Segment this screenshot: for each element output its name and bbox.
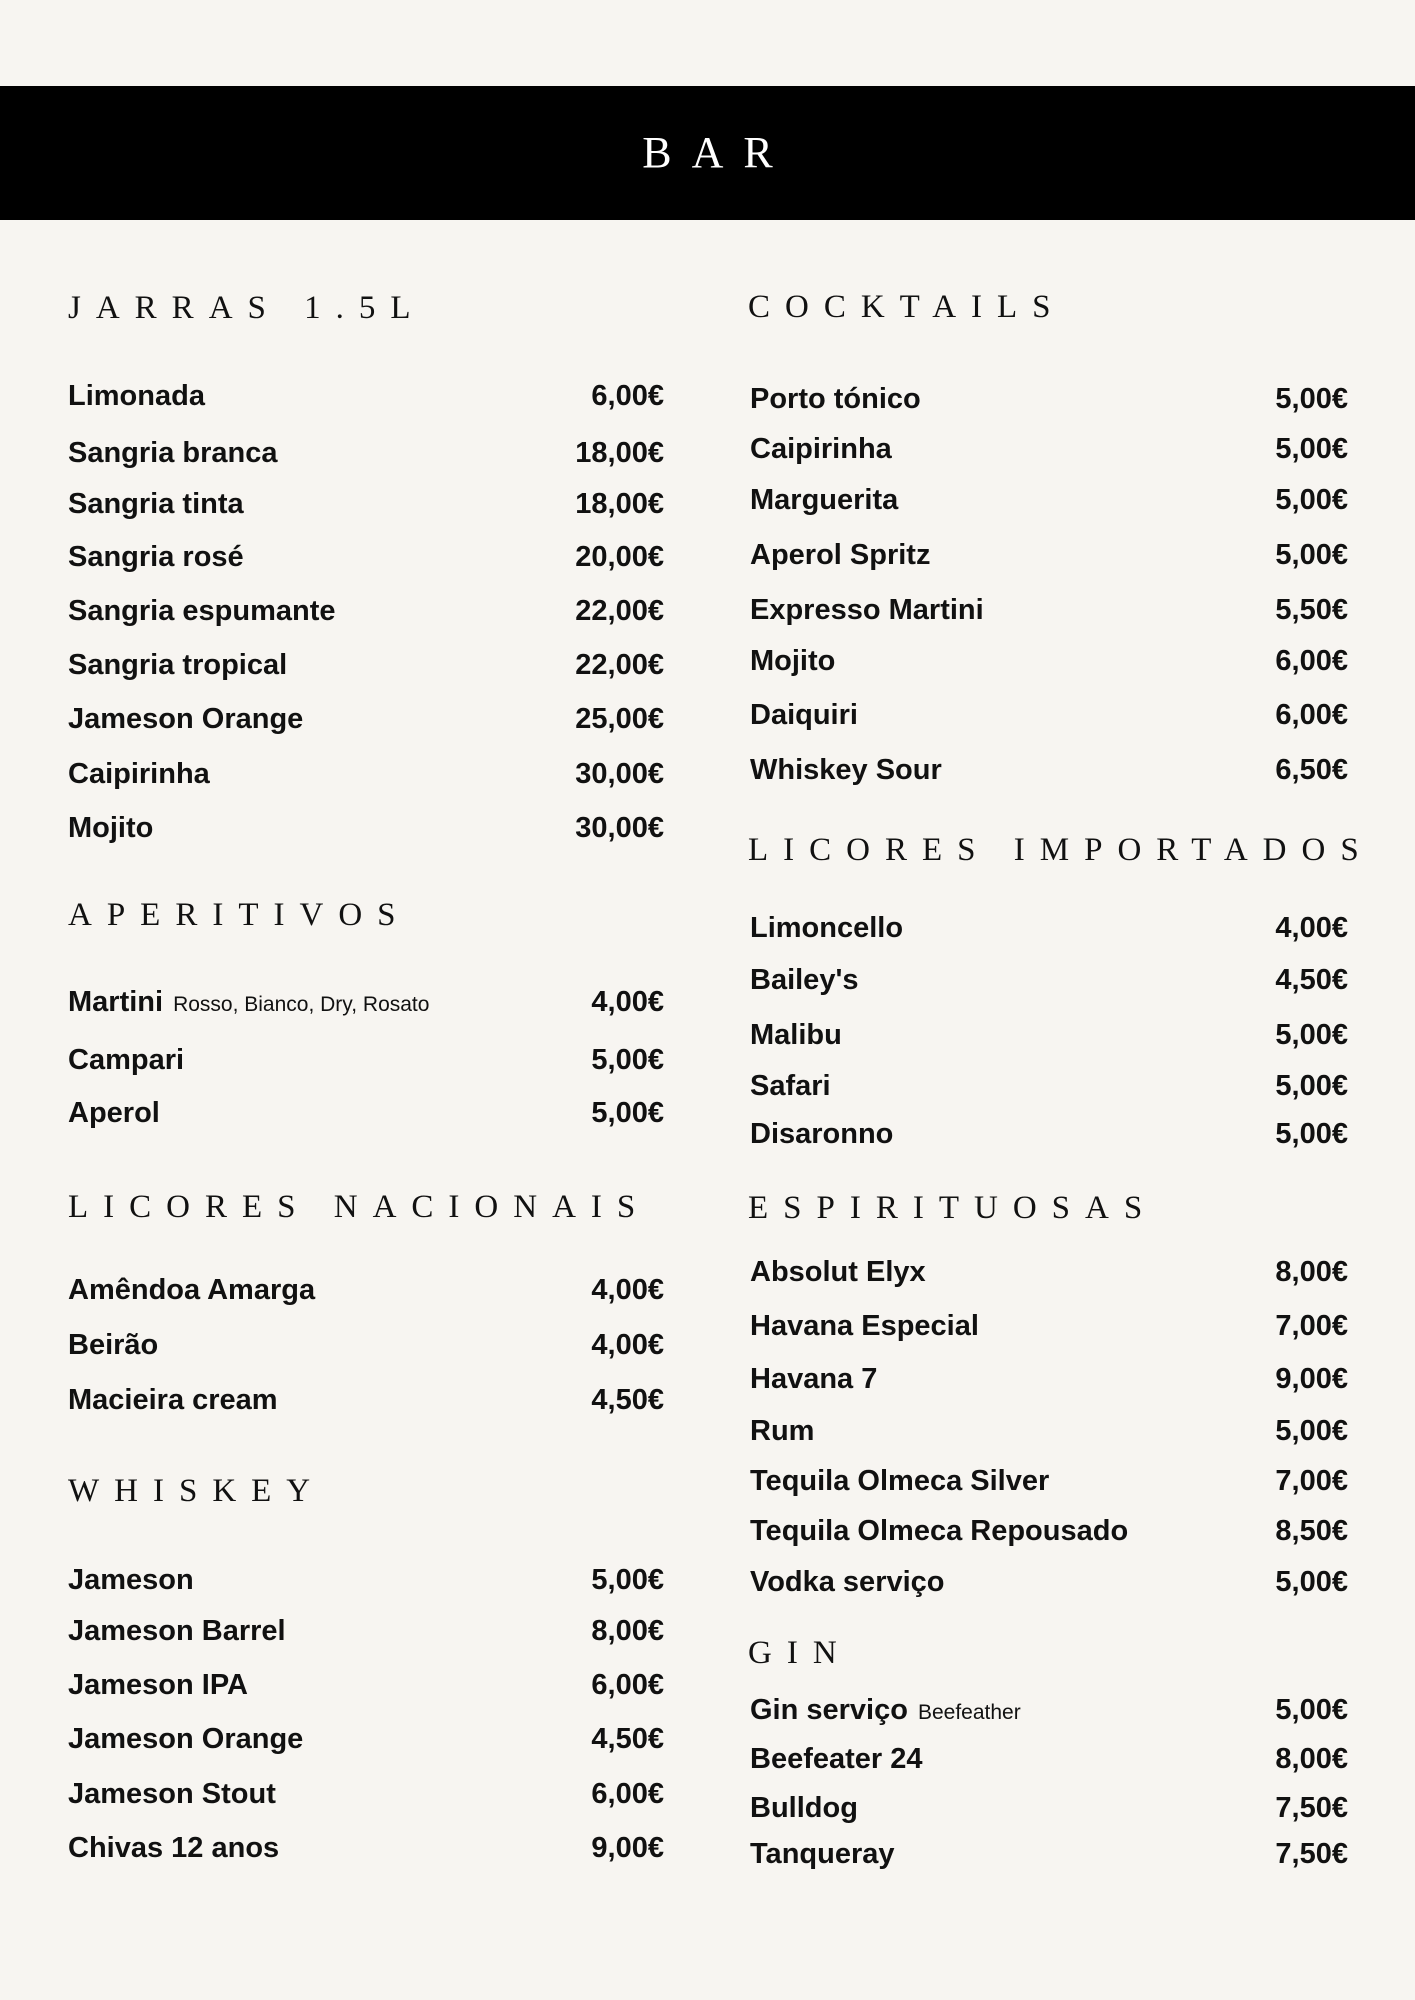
item-price: 5,00€: [1275, 432, 1348, 465]
item-price: 6,00€: [1275, 644, 1348, 677]
menu-item: [750, 908, 1348, 948]
item-name: Bailey's: [750, 963, 859, 996]
item-price: 5,00€: [1275, 1069, 1348, 1102]
menu-item: [68, 537, 664, 577]
item-name: Daiquiri: [750, 698, 858, 731]
section-title-gin: GIN: [748, 1635, 852, 1671]
menu-item: [750, 1252, 1348, 1292]
item-price: 4,00€: [591, 1273, 664, 1306]
item-name: Tequila Olmeca Silver: [750, 1464, 1050, 1497]
item-name: Macieira cream: [68, 1383, 278, 1416]
menu-item: [750, 1461, 1348, 1501]
item-price: 7,50€: [1275, 1791, 1348, 1824]
item-name: Amêndoa Amarga: [68, 1273, 316, 1306]
menu-item: [68, 1828, 664, 1868]
menu-item: [750, 1834, 1348, 1874]
menu-item: [750, 960, 1348, 1000]
item-price: 25,00€: [575, 702, 664, 735]
item-name: Beefeater 24: [750, 1742, 923, 1775]
item-price: 8,00€: [1275, 1742, 1348, 1775]
menu-item: [68, 1040, 664, 1080]
item-price: 22,00€: [575, 594, 664, 627]
item-name: Whiskey Sour: [750, 753, 942, 786]
item-name: Jameson Orange: [68, 1722, 304, 1755]
section-title-espirituosas: ESPIRITUOSAS: [748, 1190, 1158, 1226]
item-price: 5,00€: [591, 1096, 664, 1129]
item-name: Porto tónico: [750, 382, 921, 415]
menu-item: [68, 1270, 664, 1310]
item-price: 20,00€: [575, 540, 664, 573]
item-price: 4,00€: [1275, 911, 1348, 944]
menu-item: [68, 484, 664, 524]
item-price: 18,00€: [575, 487, 664, 520]
item-name: Disaronno: [750, 1117, 894, 1150]
menu-item: [68, 1665, 664, 1705]
item-price: 5,00€: [1275, 1414, 1348, 1447]
item-name: Caipirinha: [750, 432, 892, 465]
item-name: Beirão: [68, 1328, 159, 1361]
menu-item: [68, 982, 664, 1022]
item-name: Martini Rosso, Bianco, Dry, Rosato: [68, 985, 430, 1018]
item-name: Sangria tinta: [68, 487, 244, 520]
menu-item: [68, 1380, 664, 1420]
menu-item: [750, 1306, 1348, 1346]
item-name: Safari: [750, 1069, 831, 1102]
item-price: 4,50€: [591, 1722, 664, 1755]
item-name: Vodka serviço: [750, 1565, 945, 1598]
item-name: Tequila Olmeca Repousado: [750, 1514, 1129, 1547]
item-price: 5,00€: [591, 1563, 664, 1596]
item-name: Absolut Elyx: [750, 1255, 926, 1288]
item-name: Chivas 12 anos: [68, 1831, 280, 1864]
item-name: Campari: [68, 1043, 185, 1076]
item-name: Sangria tropical: [68, 648, 288, 681]
menu-item: [68, 1325, 664, 1365]
item-name: Sangria branca: [68, 436, 278, 469]
menu-item: [750, 641, 1348, 681]
menu-item: [750, 1359, 1348, 1399]
menu-item: [68, 645, 664, 685]
item-price: 9,00€: [1275, 1362, 1348, 1395]
menu-item: [68, 1774, 664, 1814]
menu-item: [750, 1114, 1348, 1154]
menu-item: [68, 433, 664, 473]
menu-item: [750, 590, 1348, 630]
item-price: 6,00€: [591, 1777, 664, 1810]
menu-item: [750, 429, 1348, 469]
item-price: 5,00€: [1275, 1018, 1348, 1051]
menu-item: [750, 1066, 1348, 1106]
section-title-licores-nacionais: LICORES NACIONAIS: [68, 1189, 651, 1225]
item-name: Mojito: [68, 811, 154, 844]
item-price: 5,00€: [1275, 1117, 1348, 1150]
menu-item: [68, 591, 664, 631]
item-price: 5,00€: [591, 1043, 664, 1076]
menu-item: [750, 379, 1348, 419]
menu-item: [750, 1015, 1348, 1055]
item-price: 7,00€: [1275, 1464, 1348, 1497]
item-name: Jameson IPA: [68, 1668, 248, 1701]
menu-item: [68, 699, 664, 739]
item-price: 8,00€: [1275, 1255, 1348, 1288]
menu-item: [750, 1788, 1348, 1828]
menu-item: [750, 1411, 1348, 1451]
item-price: 5,00€: [1275, 483, 1348, 516]
item-name: Limonada: [68, 379, 205, 412]
item-name: Marguerita: [750, 483, 899, 516]
item-name: Jameson: [68, 1563, 194, 1596]
item-name: Rum: [750, 1414, 815, 1447]
item-note: Rosso, Bianco, Dry, Rosato: [173, 992, 430, 1016]
menu-item: [68, 808, 664, 848]
item-name: Sangria rosé: [68, 540, 244, 573]
menu-title: BAR: [642, 128, 793, 177]
menu-item: [750, 695, 1348, 735]
menu-item: [750, 480, 1348, 520]
item-name: Gin serviço Beefeather: [750, 1693, 1021, 1726]
item-name: Jameson Orange: [68, 702, 304, 735]
menu-item: [750, 1739, 1348, 1779]
item-name: Tanqueray: [750, 1837, 895, 1870]
item-name: Caipirinha: [68, 757, 210, 790]
menu-item: [68, 754, 664, 794]
item-price: 6,00€: [1275, 698, 1348, 731]
item-price: 6,50€: [1275, 753, 1348, 786]
menu-item: [68, 1560, 664, 1600]
item-name: Expresso Martini: [750, 593, 984, 626]
item-note: Beefeather: [917, 1700, 1021, 1724]
section-title-licores-importados: LICORES IMPORTADOS: [748, 832, 1374, 868]
item-price: 5,00€: [1275, 1693, 1348, 1726]
item-price: 4,00€: [591, 985, 664, 1018]
item-price: 5,00€: [1275, 382, 1348, 415]
item-price: 5,50€: [1275, 593, 1348, 626]
item-name: Jameson Barrel: [68, 1614, 286, 1647]
section-title-jarras: JARRAS 1.5L: [68, 290, 426, 326]
item-price: 4,00€: [591, 1328, 664, 1361]
menu-item: [750, 750, 1348, 790]
item-name: Aperol Spritz: [750, 538, 931, 571]
menu-item: [750, 1562, 1348, 1602]
menu-item: [750, 1511, 1348, 1551]
item-name: Sangria espumante: [68, 594, 336, 627]
item-price: 30,00€: [575, 811, 664, 844]
section-title-whiskey: WHISKEY: [68, 1473, 326, 1509]
item-price: 4,50€: [1275, 963, 1348, 996]
item-name: Jameson Stout: [68, 1777, 276, 1810]
item-price: 30,00€: [575, 757, 664, 790]
menu-item: [68, 1719, 664, 1759]
item-name: Limoncello: [750, 911, 904, 944]
item-price: 4,50€: [591, 1383, 664, 1416]
item-name: Havana 7: [750, 1362, 878, 1395]
item-price: 5,00€: [1275, 1565, 1348, 1598]
section-title-cocktails: COCKTAILS: [748, 289, 1066, 325]
header-banner: [0, 86, 1415, 220]
item-price: 7,00€: [1275, 1309, 1348, 1342]
menu-item: [68, 1611, 664, 1651]
menu-item: [750, 1690, 1348, 1730]
item-price: 8,00€: [591, 1614, 664, 1647]
item-price: 6,00€: [591, 1668, 664, 1701]
menu-item: [68, 376, 664, 416]
item-price: 22,00€: [575, 648, 664, 681]
menu-item: [68, 1093, 664, 1133]
item-name: Havana Especial: [750, 1309, 979, 1342]
item-name: Mojito: [750, 644, 836, 677]
item-price: 8,50€: [1275, 1514, 1348, 1547]
menu-item: [750, 535, 1348, 575]
item-name: Bulldog: [750, 1791, 858, 1824]
item-price: 18,00€: [575, 436, 664, 469]
item-name: Malibu: [750, 1018, 842, 1051]
item-price: 7,50€: [1275, 1837, 1348, 1870]
section-title-aperitivos: APERITIVOS: [68, 897, 411, 933]
item-price: 6,00€: [591, 379, 664, 412]
item-price: 9,00€: [591, 1831, 664, 1864]
item-name: Aperol: [68, 1096, 160, 1129]
item-price: 5,00€: [1275, 538, 1348, 571]
